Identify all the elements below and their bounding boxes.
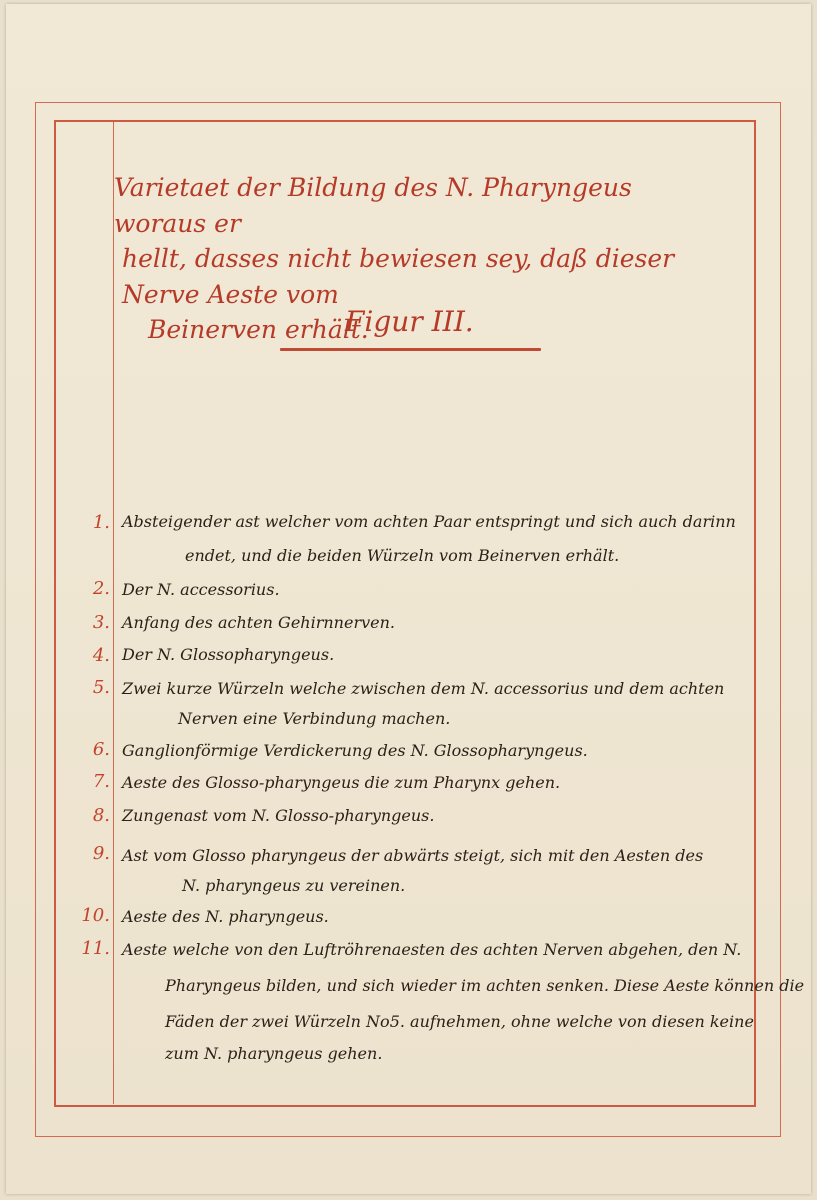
title-line-1: Varietaet der Bildung des N. Pharyngeus woraus er bbox=[114, 173, 632, 238]
item-text-line: Pharyngeus bilden, und sich wieder im achten senken. Diese Aeste können die bbox=[165, 976, 805, 995]
item-text-line: Aeste welche von den Luftröhrenaesten des achten Nerven abgehen, den N. bbox=[122, 940, 742, 959]
item-number: 1. bbox=[92, 512, 110, 533]
item-text-line: Ganglionförmige Verdickerung des N. Glossopharyngeus. bbox=[122, 741, 588, 760]
item-number: 2. bbox=[92, 578, 110, 599]
item-text-line: Zungenast vom N. Glosso-pharyngeus. bbox=[122, 806, 435, 825]
item-text-line: endet, und die beiden Würzeln vom Beinerven erhält. bbox=[185, 546, 620, 565]
title-line-3: Beinerven erhält. bbox=[148, 315, 369, 344]
item-text-line: Fäden der zwei Würzeln No5. aufnehmen, ohne welche von diesen keine bbox=[165, 1012, 754, 1031]
item-text-line: Anfang des achten Gehirnnerven. bbox=[122, 613, 395, 632]
item-text-line: Der N. Glossopharyngeus. bbox=[122, 645, 335, 664]
item-number: 6. bbox=[92, 739, 110, 760]
item-number: 10. bbox=[81, 905, 110, 926]
title-line-2: hellt, dasses nicht bewiesen sey, daß dieser Nerve Aeste vom bbox=[122, 244, 675, 309]
item-number: 4. bbox=[92, 645, 110, 666]
item-text-line: zum N. pharyngeus gehen. bbox=[165, 1044, 383, 1063]
item-text-line: Absteigender ast welcher vom achten Paar entspringt und sich auch darinn bbox=[122, 512, 736, 531]
item-text-line: Zwei kurze Würzeln welche zwischen dem N. accessorius und dem achten bbox=[122, 679, 725, 698]
item-text-line: Der N. accessorius. bbox=[122, 580, 280, 599]
item-text-line: Aeste des Glosso-pharyngeus die zum Pharynx gehen. bbox=[122, 773, 561, 792]
item-number: 5. bbox=[92, 677, 110, 698]
item-number: 9. bbox=[92, 843, 110, 864]
item-text-line: N. pharyngeus zu vereinen. bbox=[182, 876, 406, 895]
item-text-line: Ast vom Glosso pharyngeus der abwärts steigt, sich mit den Aesten des bbox=[122, 846, 704, 865]
item-number: 8. bbox=[92, 805, 110, 826]
item-text-line: Nerven eine Verbindung machen. bbox=[178, 709, 451, 728]
item-number: 11. bbox=[81, 938, 110, 959]
title-underline bbox=[280, 348, 541, 351]
item-number: 3. bbox=[92, 612, 110, 633]
figure-heading: Figur III. bbox=[345, 305, 474, 338]
item-text-line: Aeste des N. pharyngeus. bbox=[122, 907, 329, 926]
item-number: 7. bbox=[92, 771, 110, 792]
